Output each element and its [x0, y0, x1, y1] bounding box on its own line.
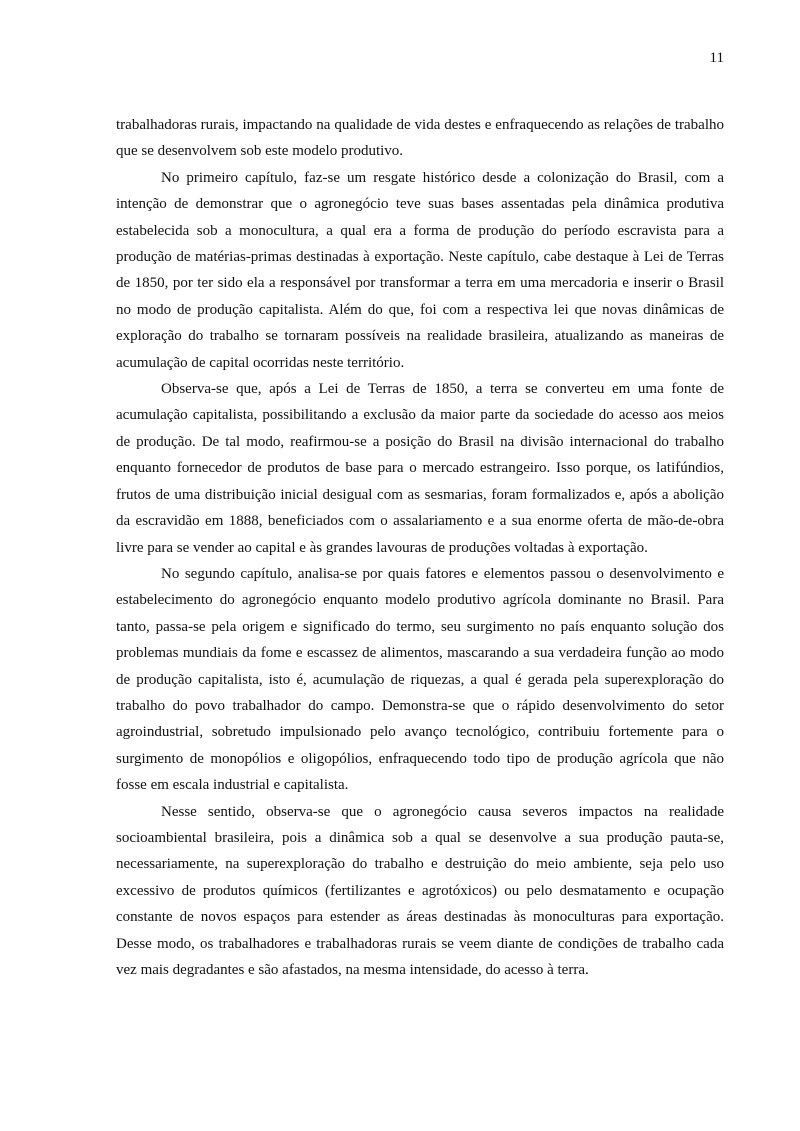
paragraph-continuation: trabalhadoras rurais, impactando na qualidade de vida destes e enfraquecendo as relações de trabalho que se desenvolvem sob este modelo produtivo.: [116, 117, 724, 160]
paragraph-socioambiental-impacts: Nesse sentido, observa-se que o agronegócio causa severos impactos na realidade socioambiental brasileira, pois a dinâmica sob a qual se desenvolve a sua produção pauta-se, necessariamente, na superexploração do trabalho e destruição do meio ambiente, seja pelo uso excessivo de produtos químicos (fertilizantes e agrotóxicos) ou pelo desmatamento e ocupação constante de novos espaços para estender as áreas destinadas às monoculturas para exportação. Desse modo, os trabalhadores e trabalhadoras rurais se veem diante de condições de trabalho cada vez mais degradantes e são afastados, na mesma intensidade, do acesso à terra.: [116, 803, 724, 978]
paragraph-second-chapter: No segundo capítulo, analisa-se por quais fatores e elementos passou o desenvolvimento e estabelecimento do agronegócio enquanto modelo produtivo agrícola dominante no Brasil. Para tanto, passa-se pela origem e significado do termo, seu surgimento no país enquanto solução dos problemas mundiais da fome e escassez de alimentos, mascarando a sua verdadeira função ao modo de produção capitalista, isto é, acumulação de riquezas, a qual é gerada pela superexploração do trabalho do povo trabalhador do campo. Demonstra-se que o rápido desenvolvimento do setor agroindustrial, sobretudo impulsionado pelo avanço tecnológico, contribuiu fortemente para o surgimento de monopólios e oligopólios, enfraquecendo todo tipo de produção agrícola que não fosse em escala industrial e capitalista.: [116, 565, 724, 794]
page-number: 11: [709, 50, 724, 66]
paragraph-first-chapter: No primeiro capítulo, faz-se um resgate histórico desde a colonização do Brasil, com a intenção de demonstrar que o agronegócio teve suas bases assentadas pela dinâmica produtiva estabelecida sob a monocultura, a qual era a forma de produção do período escravista para a produção de matérias-primas destinadas à exportação. Neste capítulo, cabe destaque à Lei de Terras de 1850, por ter sido ela a responsável por transformar a terra em uma mercadoria e inserir o Brasil no modo de produção capitalista. Além do que, foi com a respectiva lei que novas dinâmicas de exploração do trabalho se tornaram possíveis na realidade brasileira, atualizando as maneiras de acumulação de capital ocorridas neste território.: [116, 169, 724, 371]
body-text: [116, 112, 724, 983]
paragraph-lei-de-terras: Observa-se que, após a Lei de Terras de 1850, a terra se converteu em uma fonte de acumulação capitalista, possibilitando a exclusão da maior parte da sociedade do acesso aos meios de produção. De tal modo, reafirmou-se a posição do Brasil na divisão internacional do trabalho enquanto fornecedor de produtos de base para o mercado estrangeiro. Isso porque, os latifúndios, frutos de uma distribuição inicial desigual com as sesmarias, foram formalizados e, após a abolição da escravidão em 1888, beneficiados com o assalariamento e a sua enorme oferta de mão-de-obra livre para se vender ao capital e às grandes lavouras de produções voltadas à exportação.: [116, 381, 724, 556]
